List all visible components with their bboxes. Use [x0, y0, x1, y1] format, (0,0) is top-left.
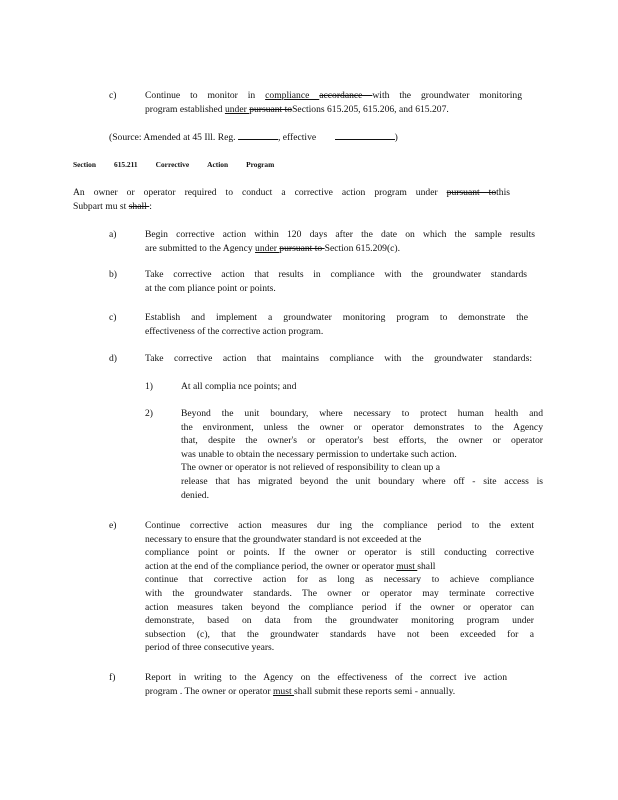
- item-e-line: continue that corrective action for as long as necessary to achieve compliance: [145, 574, 534, 586]
- item-label-b: b): [109, 269, 117, 280]
- item-e-text: [145, 519, 534, 655]
- source-note: (Source: Amended at 45 Ill. Reg. , effective ): [109, 132, 398, 143]
- item-d2-line: The owner or operator is not relieved of responsibility to clean up a: [181, 462, 440, 474]
- section-word: Section: [73, 160, 96, 169]
- item-c-text: [145, 311, 528, 338]
- item-e-line: period of three consecutive years.: [145, 642, 275, 654]
- item-d2-line: Beyond the unit boundary, where necessary to protect human health and: [181, 408, 543, 419]
- item-d1-text: At all complia nce points; and: [181, 381, 297, 392]
- intro-line-1: An owner or operator required to conduct a corrective action program under pursuant tothis: [73, 187, 511, 198]
- item-e-line: action measures taken beyond the compliance period if the owner or operator can: [145, 601, 534, 613]
- item-d-line-1: Take corrective action that maintains compliance with the groundwater standards:: [145, 353, 532, 364]
- item-a-line-1: Begin corrective action within 120 days after the date on which the sample results: [145, 229, 535, 240]
- item-f-text: [145, 671, 507, 698]
- item-c-top-line-2: program established under pursuant toSections 615.205, 615.206, and 615.207.: [145, 103, 449, 115]
- item-d2-line: release that has migrated beyond the unit boundary where off - site access is: [181, 475, 543, 487]
- item-label-f: f): [109, 672, 116, 683]
- item-label-a: a): [109, 229, 117, 240]
- item-a-text: [145, 228, 535, 255]
- item-d2-line: was unable to obtain the necessary permission to undertake such action.: [181, 448, 457, 460]
- item-e-line: with the groundwater standards. The owner or operator may terminate corrective: [145, 587, 534, 599]
- section-title-word-2: Action: [207, 160, 229, 169]
- intro-paragraph: [73, 186, 510, 213]
- item-b-line-2: at the com pliance point or points.: [145, 282, 276, 294]
- section-heading: [73, 158, 292, 172]
- item-d2-text: [181, 407, 543, 502]
- item-f-line-2: program . The owner or operator must shall submit these reports semi - annually.: [145, 685, 456, 697]
- item-label-c-top: c): [109, 90, 117, 101]
- item-a-line-2: are submitted to the Agency under pursuant to Section 615.209(c).: [145, 242, 401, 254]
- item-e-line: compliance point or points. If the owner or operator is still conducting corrective: [145, 547, 534, 559]
- item-label-d1: 1): [145, 381, 153, 392]
- item-b-text: [145, 268, 527, 295]
- section-title-word-1: Corrective: [155, 160, 190, 169]
- item-e-line: subsection (c), that the groundwater standards have not been exceeded for a: [145, 628, 534, 640]
- section-title-word-3: Program: [246, 160, 275, 169]
- item-b-line-1: Take corrective action that results in compliance with the groundwater standards: [145, 269, 527, 280]
- section-number: 615.211: [114, 160, 138, 169]
- item-e-line: action at the end of the compliance period, the owner or operator must shall: [145, 560, 436, 572]
- item-d2-line: denied.: [181, 489, 209, 501]
- item-f-line-1: Report in writing to the Agency on the effectiveness of the correct ive action: [145, 672, 507, 683]
- item-c-line-1: Establish and implement a groundwater monitoring program to demonstrate the: [145, 312, 528, 323]
- item-label-c: c): [109, 312, 117, 323]
- item-e-line: necessary to ensure that the groundwater standard is not exceeded at the: [145, 533, 422, 545]
- blank-field-1: [238, 130, 278, 140]
- blank-field-2: [335, 130, 395, 140]
- item-e-line: Continue corrective action measures dur ing the compliance period to the extent: [145, 520, 534, 531]
- item-d-text: [145, 352, 532, 366]
- item-label-d: d): [109, 353, 117, 364]
- item-c-top-text: [145, 89, 522, 116]
- item-d2-line: the environment, unless the owner or operator demonstrates to the Agency: [181, 421, 543, 433]
- item-label-d2: 2): [145, 408, 153, 419]
- item-e-line: demonstrate, based on data from the groundwater monitoring program under: [145, 615, 534, 627]
- item-c-top-line-1: Continue to monitor in compliance accordance with the groundwater monitoring: [145, 90, 522, 101]
- item-c-line-2: effectiveness of the corrective action program.: [145, 325, 324, 337]
- intro-line-2: Subpart mu st shall :: [73, 200, 152, 212]
- item-label-e: e): [109, 520, 117, 531]
- item-d2-line: that, despite the owner's or operator's best efforts, the owner or operator: [181, 435, 543, 447]
